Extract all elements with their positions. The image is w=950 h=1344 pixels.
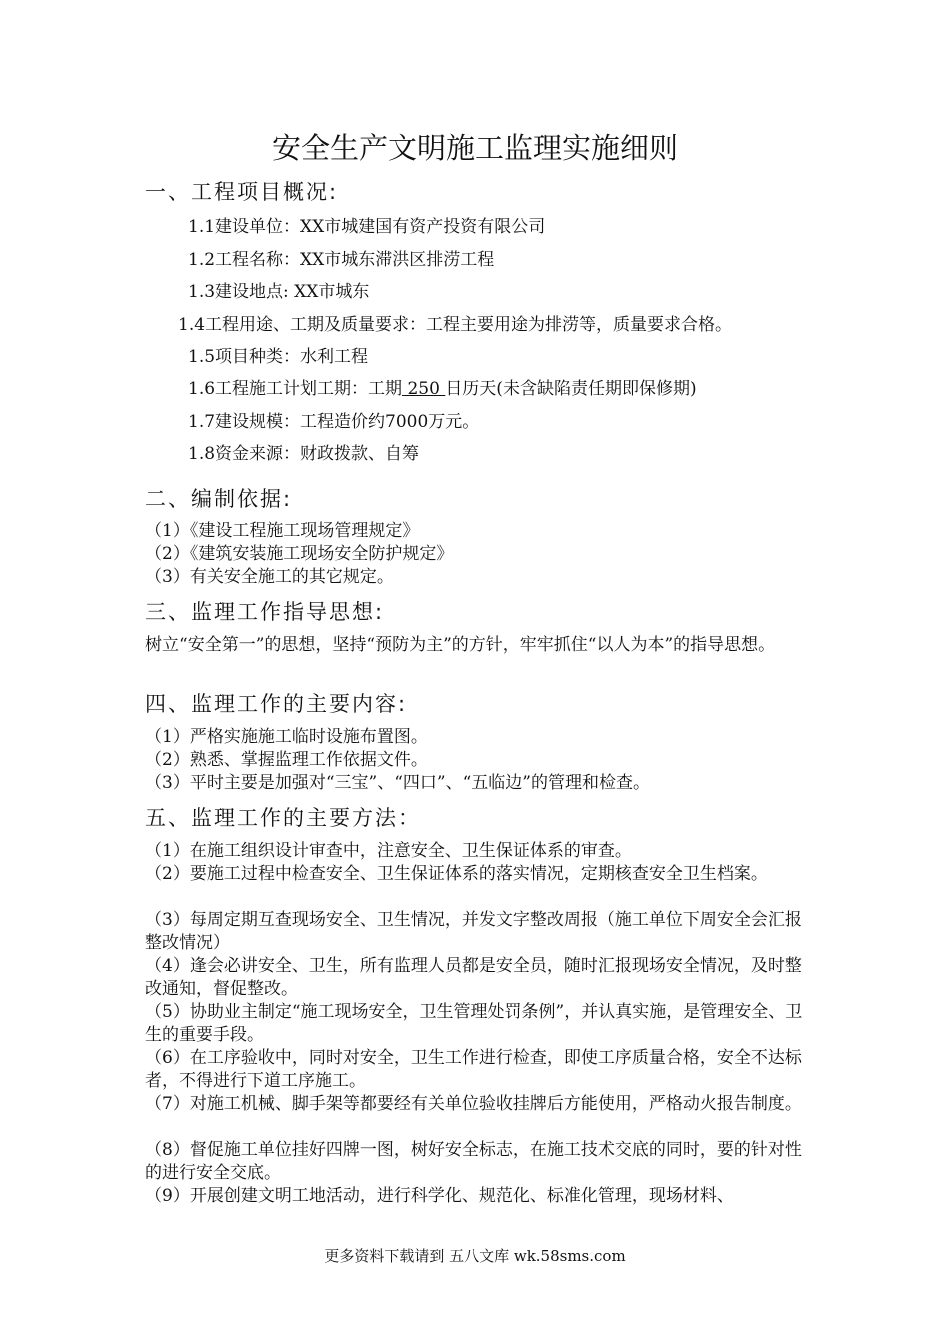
method-item: （3）每周定期互查现场安全、卫生情况，并发文字整改周报（施工单位下周安全会汇报整改情况）	[145, 910, 802, 953]
project-item: 1.2工程名称：XX市城东滞洪区排涝工程	[188, 250, 495, 270]
method-item: （8）督促施工单位挂好四牌一图，树好安全标志，在施工技术交底的同时，要的针对性的进行安全交底。	[145, 1140, 802, 1183]
method-item: （4）逢会必讲安全、卫生，所有监理人员都是安全员，随时汇报现场安全情况，及时整改通知，督促整改。	[145, 956, 802, 999]
project-item: 1.1建设单位：XX市城建国有资产投资有限公司	[188, 217, 546, 237]
footer-link-text: 更多资料下载请到 五八文库 wk.58sms.com	[324, 1247, 626, 1265]
method-item: （7）对施工机械、脚手架等都要经有关单位验收挂牌后方能使用，严格动火报告制度。	[145, 1094, 802, 1114]
section-2-heading: 二、编制依据:	[145, 487, 293, 511]
basis-item: （1）《建设工程施工现场管理规定》	[145, 521, 420, 541]
project-item: 1.8资金来源：财政拨款、自筹	[188, 444, 420, 464]
section-4-heading: 四、监理工作的主要内容:	[145, 692, 408, 716]
content-item: （1）严格实施施工临时设施布置图。	[145, 727, 428, 747]
duration-suffix: 日历天(未含缺陷责任期即保修期)	[445, 379, 697, 399]
section-3-heading: 三、监理工作指导思想:	[145, 600, 385, 624]
basis-item: （3）有关安全施工的其它规定。	[145, 567, 394, 587]
duration-value: 250	[402, 379, 446, 399]
guiding-thought-text: 树立“安全第一”的思想，坚持“预防为主”的方针，牢牢抓住“以人为本”的指导思想。	[145, 635, 776, 655]
project-item-duration	[188, 377, 697, 401]
section-1-heading: 一、工程项目概况:	[145, 180, 339, 204]
method-item: （9）开展创建文明工地活动，进行科学化、规范化、标准化管理，现场材料、	[145, 1186, 734, 1206]
project-item: 1.5项目种类：水利工程	[188, 347, 369, 367]
content-item: （2）熟悉、掌握监理工作依据文件。	[145, 750, 428, 770]
method-item: （2）要施工过程中检查安全、卫生保证体系的落实情况，定期核查安全卫生档案。	[145, 864, 768, 884]
basis-item: （2）《建筑安装施工现场安全防护规定》	[145, 544, 454, 564]
project-item: 1.3建设地点: XX市城东	[188, 282, 370, 302]
page-title: 安全生产文明施工监理实施细则	[271, 131, 678, 165]
method-item: （6）在工序验收中，同时对安全，卫生工作进行检查，即使工序质量合格，安全不达标者，不得进行下道工序施工。	[145, 1048, 802, 1091]
method-item: （1）在施工组织设计审查中，注意安全、卫生保证体系的审查。	[145, 841, 632, 861]
section-5-heading: 五、监理工作的主要方法：	[145, 806, 421, 830]
method-item: （5）协助业主制定“施工现场安全，卫生管理处罚条例”，并认真实施，是管理安全、卫生的重要手段。	[145, 1002, 803, 1045]
content-item: （3）平时主要是加强对“三宝”、“四口”、“五临边”的管理和检查。	[145, 773, 650, 793]
duration-prefix: 1.6工程施工计划工期：工期	[188, 379, 403, 399]
project-item: 1.7建设规模：工程造价约7000万元。	[188, 412, 480, 432]
project-item: 1.4工程用途、工期及质量要求：工程主要用途为排涝等，质量要求合格。	[178, 315, 733, 335]
